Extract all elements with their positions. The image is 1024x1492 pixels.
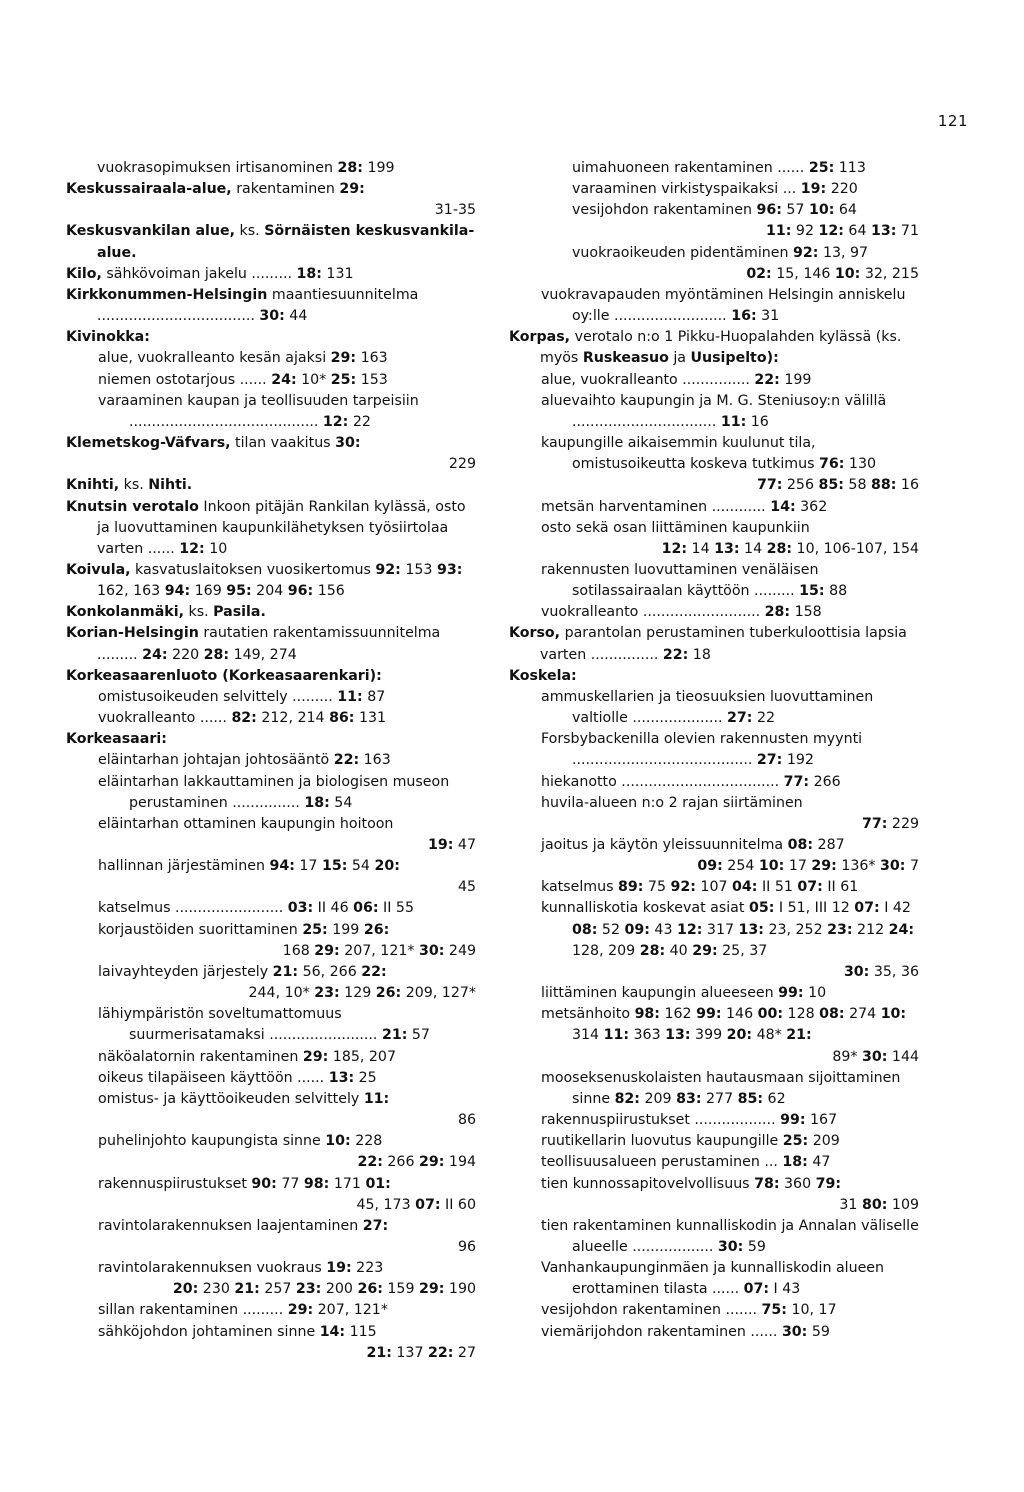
index-entry: alue, vuokralleanto ............... 22: 199 [541, 371, 812, 388]
index-entry: uimahuoneen rakentaminen ...... 25: 113 [572, 160, 866, 176]
index-entry: Korpas, verotalo n:o 1 Pikku-Huopalahden kylässä (ks. myös Ruskeasuo ja Uusipelto): [509, 329, 902, 367]
index-entry: ravintolarakennuksen vuokraus 19: 223 [98, 1260, 384, 1277]
index-entry: Forsbybackenilla olevien rakennusten myynti ........................................ 27: 192 [541, 731, 863, 769]
index-entry: viemärijohdon rakentaminen ...... 30: 59 [541, 1323, 830, 1340]
index-entry: 96 [457, 1238, 476, 1255]
index-entry: ruutikellarin luovutus kaupungille 25: 209 [541, 1133, 840, 1150]
index-entry: 45, 173 07: II 60 [356, 1196, 476, 1213]
index-entry: liittäminen kaupungin alueeseen 99: 10 [541, 985, 827, 1002]
index-entry: Klemetskog-Väfvars, tilan vaakitus 30: [66, 435, 361, 452]
index-entry: Koskela: [509, 667, 577, 684]
index-entry: teollisuusalueen perustaminen ... 18: 47 [541, 1154, 831, 1171]
index-entry: omistusoikeuden selvittely ......... 11: 87 [98, 688, 386, 705]
index-entry: 11: 92 12: 64 13: 71 [766, 223, 919, 240]
index-entry: 19: 47 [428, 837, 476, 853]
index-entry: aluevaihto kaupungin ja M. G. Steniusoy:n välillä ................................ 11: 16 [541, 392, 887, 430]
index-entry: ammuskellarien ja tieosuuksien luovuttaminen valtiolle .................... 27: 22 [541, 688, 874, 727]
index-entry: kaupungille aikaisemmin kuulunut tila, omistusoikeutta koskeva tutkimus 76: 130 [541, 435, 876, 473]
index-entry: alue, vuokralleanto kesän ajaksi 29: 163 [98, 350, 388, 367]
index-entry: vesijohdon rakentaminen ....... 75: 10, 17 [541, 1302, 837, 1319]
index-entry: 86 [457, 1112, 476, 1129]
index-entry: niemen ostotarjous ...... 24: 10* 25: 153 [98, 371, 388, 388]
index-entry: tien rakentaminen kunnalliskodin ja Annalan väliselle alueelle .................. 30: 59 [541, 1217, 919, 1255]
index-entry: 30: 35, 36 [843, 963, 919, 980]
index-column-left [66, 158, 476, 1364]
index-entry: rakennuspiirustukset 90: 77 98: 171 01: [98, 1175, 391, 1192]
index-entry: 09: 254 10: 17 29: 136* 30: 7 [697, 858, 919, 875]
index-entry: ravintolarakennuksen laajentaminen 27: [98, 1217, 389, 1234]
index-entry: vuokrasopimuksen irtisanominen 28: 199 [97, 160, 395, 176]
index-entry: 229 [448, 456, 476, 473]
index-entry: 77: 256 85: 58 88: 16 [756, 477, 919, 494]
index-entry: 77: 229 [861, 815, 919, 832]
index-entry: Knihti, ks. Nihti. [66, 477, 193, 494]
index-entry: oikeus tilapäiseen käyttöön ...... 13: 25 [98, 1069, 377, 1086]
index-entry: 244, 10* 23: 129 26: 209, 127* [248, 985, 476, 1002]
index-entry: Koivula, kasvatuslaitoksen vuosikertomus 92: 153 93: 162, 163 94: 169 95: 204 96: 156 [66, 561, 463, 600]
index-entry: osto sekä osan liittäminen kaupunkiin [541, 519, 810, 536]
index-entry: metsänhoito 98: 162 99: 146 00: 128 08: 274 10: 314 11: 363 13: 399 20: 48* 21: [541, 1006, 907, 1044]
index-entry: jaoitus ja käytön yleissuunnitelma 08: 287 [541, 837, 845, 853]
index-column-right [509, 158, 919, 1343]
index-entry: vesijohdon rakentaminen 96: 57 10: 64 [572, 202, 857, 219]
index-entry: 22: 266 29: 194 [357, 1154, 476, 1171]
index-entry: sähköjohdon johtaminen sinne 14: 115 [98, 1323, 377, 1340]
index-entry: huvila-alueen n:o 2 rajan siirtäminen [541, 794, 803, 811]
index-entry: 02: 15, 146 10: 32, 215 [746, 265, 919, 282]
page-number: 121 [937, 112, 968, 130]
index-entry: hiekanotto ................................... 77: 266 [541, 773, 841, 790]
index-entry: katselmus 89: 75 92: 107 04: II 51 07: II 61 [541, 879, 859, 896]
index-entry: eläintarhan johtajan johtosääntö 22: 163 [98, 752, 391, 769]
index-entry: Vanhankaupunginmäen ja kunnalliskodin alueen erottaminen tilasta ...... 07: I 43 [541, 1260, 885, 1298]
index-entry: mooseksenuskolaisten hautausmaan sijoittaminen sinne 82: 209 83: 277 85: 62 [541, 1069, 901, 1107]
index-entry: kunnalliskotia koskevat asiat 05: I 51, III 12 07: I 42 08: 52 09: 43 12: 317 13: 23, 252 23: 212 24: 128, 209 28: 40 29: 25, 37 [541, 900, 915, 959]
index-entry: tien kunnossapitovelvollisuus 78: 360 79: [541, 1175, 842, 1192]
index-entry: Knutsin verotalo Inkoon pitäjän Rankilan kylässä, osto ja luovuttaminen kaupunkilähetyksen työsiirtolaa varten ...... 12: 10 [66, 498, 466, 557]
index-entry: omistus- ja käyttöoikeuden selvittely 11: [98, 1090, 390, 1107]
index-entry: sillan rakentaminen ......... 29: 207, 121* [98, 1302, 388, 1319]
index-entry: vuokralleanto .......................... 28: 158 [541, 604, 822, 621]
index-entry: Korkeasaari: [66, 731, 167, 748]
index-entry: 89* 30: 144 [832, 1048, 919, 1065]
index-entry: näköalatornin rakentaminen 29: 185, 207 [98, 1048, 396, 1065]
index-entry: korjaustöiden suorittaminen 25: 199 26: [98, 921, 390, 938]
index-entry: metsän harventaminen ............ 14: 362 [541, 498, 828, 515]
index-entry: 31-35 [434, 202, 476, 219]
index-entry: Keskusvankilan alue, ks. Sörnäisten keskusvankila-alue. [66, 223, 475, 261]
index-entry: vuokravapauden myöntäminen Helsingin anniskelu oy:lle ......................... 16: 31 [541, 286, 906, 325]
index-entry: 168 29: 207, 121* 30: 249 [282, 942, 476, 959]
index-entry: Kirkkonummen-Helsingin maantiesuunnitelma ................................... 30: 44 [66, 286, 419, 325]
index-entry: laivayhteyden järjestely 21: 56, 266 22: [98, 963, 387, 980]
index-entry: puhelinjohto kaupungista sinne 10: 228 [98, 1133, 383, 1150]
index-entry: Korian-Helsingin rautatien rakentamissuunnitelma ......... 24: 220 28: 149, 274 [66, 625, 441, 663]
index-entry: rakennusten luovuttaminen venäläisen sotilassairaalan käyttöön ......... 15: 88 [541, 561, 848, 600]
index-entry: Konkolanmäki, ks. Pasila. [66, 604, 266, 621]
index-entry: Keskussairaala-alue, rakentaminen 29: [66, 181, 365, 198]
index-entry: 31 80: 109 [839, 1196, 919, 1213]
index-entry: Kilo, sähkövoiman jakelu ......... 18: 131 [66, 265, 354, 282]
index-entry: vuokralleanto ...... 82: 212, 214 86: 131 [98, 710, 387, 727]
index-entry: hallinnan järjestäminen 94: 17 15: 54 20: [98, 858, 400, 875]
index-entry: varaaminen kaupan ja teollisuuden tarpeisiin .......................................... 12: 22 [98, 392, 419, 430]
index-entry: eläintarhan lakkauttaminen ja biologisen museon perustaminen ............... 18: 54 [98, 773, 450, 811]
index-entry: 12: 14 13: 14 28: 10, 106-107, 154 [661, 540, 919, 557]
index-entry: Korkeasaarenluoto (Korkeasaarenkari): [66, 667, 382, 684]
index-entry: rakennuspiirustukset .................. 99: 167 [541, 1112, 838, 1129]
index-entry: eläintarhan ottaminen kaupungin hoitoon [98, 815, 394, 832]
index-entry: Korso, parantolan perustaminen tuberkuloottisia lapsia varten ............... 22: 18 [509, 625, 907, 663]
index-entry: vuokraoikeuden pidentäminen 92: 13, 97 [572, 244, 869, 261]
index-entry: 21: 137 22: 27 [366, 1344, 476, 1361]
index-entry: katselmus ........................ 03: II 46 06: II 55 [98, 900, 414, 917]
index-entry: Kivinokka: [66, 329, 150, 346]
index-entry: 45 [457, 879, 476, 896]
index-entry: 20: 230 21: 257 23: 200 26: 159 29: 190 [172, 1281, 476, 1298]
index-entry: lähiympäristön soveltumattomuus suurmerisatamaksi ........................ 21: 57 [98, 1006, 430, 1044]
index-entry: varaaminen virkistyspaikaksi ... 19: 220 [572, 181, 858, 198]
